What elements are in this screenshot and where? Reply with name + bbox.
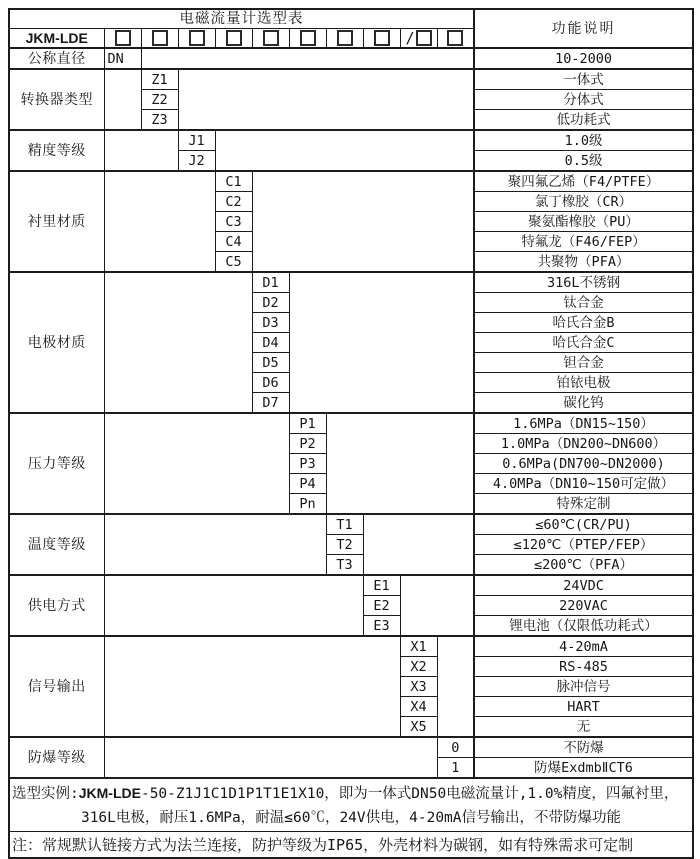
desc-cell: 碳化钨 (474, 393, 693, 414)
code-cell: E2 (363, 596, 400, 616)
desc-cell: 特氟龙（F46/FEP） (474, 232, 693, 252)
code-cell: P3 (289, 454, 326, 474)
checkbox-icon (447, 30, 463, 46)
code-cell: X3 (400, 677, 437, 697)
checkbox-cell-with-slash (400, 29, 437, 49)
desc-cell: 0.5级 (474, 151, 693, 172)
code-cell: C4 (215, 232, 252, 252)
code-cell: C2 (215, 192, 252, 212)
empty-cell (104, 514, 326, 575)
code-cell: D6 (252, 373, 289, 393)
code-cell: D3 (252, 313, 289, 333)
code-cell: C3 (215, 212, 252, 232)
example-code-text: -50-Z1J1C1D1P1T1E1X10，即为一体式DN50电磁流量计,1.0%精度，四氟衬里， (140, 785, 679, 802)
desc-cell: 1.0MPa（DN200~DN600） (474, 434, 693, 454)
checkbox-cell (104, 29, 141, 49)
empty-cell (363, 514, 474, 575)
example-line1 (10, 781, 692, 806)
section-label-liner: 衬里材质 (9, 171, 104, 272)
desc-cell: 特殊定制 (474, 494, 693, 515)
code-cell: D2 (252, 293, 289, 313)
example-model: JKM-LDE (78, 784, 141, 801)
empty-cell (104, 413, 289, 514)
code-cell: Z3 (141, 110, 178, 131)
selection-table (8, 8, 694, 859)
code-cell: P4 (289, 474, 326, 494)
code-cell: X5 (400, 717, 437, 738)
code-cell: X1 (400, 636, 437, 657)
empty-cell (289, 272, 474, 413)
code-cell: J1 (178, 130, 215, 151)
desc-cell: 无 (474, 717, 693, 738)
empty-cell (104, 272, 252, 413)
empty-cell (104, 636, 400, 737)
desc-cell: 防爆ExdmbⅡCT6 (474, 758, 693, 779)
code-cell: Z2 (141, 90, 178, 110)
code-cell: 0 (437, 737, 474, 758)
right-column-header: 功能说明 (474, 9, 693, 48)
code-cell: C1 (215, 171, 252, 192)
code-cell: X4 (400, 697, 437, 717)
desc-cell: 共聚物（PFA） (474, 252, 693, 273)
checkbox-cell (326, 29, 363, 49)
desc-cell: 4-20mA (474, 636, 693, 657)
desc-cell: 钽合金 (474, 353, 693, 373)
code-cell: E1 (363, 575, 400, 596)
empty-cell (104, 130, 178, 171)
checkbox-cell (141, 29, 178, 49)
empty-cell (215, 130, 474, 171)
desc-cell: 聚四氟乙烯（F4/PTFE） (474, 171, 693, 192)
slash-separator: / (405, 29, 415, 47)
desc-cell: 一体式 (474, 69, 693, 90)
desc-cell: 1.0级 (474, 130, 693, 151)
code-cell: T2 (326, 535, 363, 555)
desc-cell: HART (474, 697, 693, 717)
code-cell: Pn (289, 494, 326, 515)
desc-cell: ≤60℃(CR/PU) (474, 514, 693, 535)
empty-cell (252, 171, 474, 272)
note-row: 注：常规默认链接方式为法兰连接，防护等级为IP65，外壳材料为碳钢，如有特殊需求可定制 (9, 832, 693, 859)
empty-cell (437, 636, 474, 737)
code-cell: T3 (326, 555, 363, 576)
code-cell: T1 (326, 514, 363, 535)
desc-cell: ≤200℃（PFA） (474, 555, 693, 576)
desc-cell: RS-485 (474, 657, 693, 677)
example-prefix: 选型实例: (12, 785, 79, 802)
empty-cell (326, 413, 474, 514)
empty-cell (104, 737, 437, 778)
empty-cell (104, 171, 215, 272)
desc-cell: 脉冲信号 (474, 677, 693, 697)
code-cell: D7 (252, 393, 289, 414)
code-cell: D4 (252, 333, 289, 353)
desc-cell: 聚氨酯橡胶（PU） (474, 212, 693, 232)
section-label-power: 供电方式 (9, 575, 104, 636)
desc-cell: 316L不锈钢 (474, 272, 693, 293)
desc-cell: 不防爆 (474, 737, 693, 758)
code-cell: D1 (252, 272, 289, 293)
empty-cell (400, 575, 474, 636)
section-label-electrode: 电极材质 (9, 272, 104, 413)
section-label-signal: 信号输出 (9, 636, 104, 737)
checkbox-icon (263, 30, 279, 46)
checkbox-cell (437, 29, 474, 49)
section-label-explosion: 防爆等级 (9, 737, 104, 778)
checkbox-icon (115, 30, 131, 46)
checkbox-cell (252, 29, 289, 49)
empty-cell (178, 69, 474, 130)
empty-cell (141, 48, 474, 69)
checkbox-icon (152, 30, 168, 46)
code-cell: D5 (252, 353, 289, 373)
checkbox-cell (178, 29, 215, 49)
checkbox-cell (215, 29, 252, 49)
code-cell: 1 (437, 758, 474, 779)
checkbox-icon (226, 30, 242, 46)
checkbox-cell (363, 29, 400, 49)
checkbox-icon (189, 30, 205, 46)
desc-cell: 4.0MPa（DN10~150可定做） (474, 474, 693, 494)
desc-cell: 哈氏合金B (474, 313, 693, 333)
desc-cell: 氯丁橡胶（CR） (474, 192, 693, 212)
section-label-temperature: 温度等级 (9, 514, 104, 575)
desc-cell: 哈氏合金C (474, 333, 693, 353)
code-cell: C5 (215, 252, 252, 273)
code-cell: X2 (400, 657, 437, 677)
code-cell: P1 (289, 413, 326, 434)
checkbox-cell (289, 29, 326, 49)
desc-cell: 分体式 (474, 90, 693, 110)
code-cell: E3 (363, 616, 400, 637)
section-label-pressure: 压力等级 (9, 413, 104, 514)
checkbox-icon (337, 30, 353, 46)
checkbox-icon (300, 30, 316, 46)
code-cell: DN (104, 48, 141, 69)
desc-cell: 铂铱电极 (474, 373, 693, 393)
section-label-converter: 转换器类型 (9, 69, 104, 130)
code-cell: J2 (178, 151, 215, 172)
desc-cell: 1.6MPa（DN15~150） (474, 413, 693, 434)
example-line2: 316L电极，耐压1.6MPa，耐温≤60℃，24V供电，4-20mA信号输出，不带防爆功能 (80, 809, 622, 826)
checkbox-icon (374, 30, 390, 46)
section-label-dn: 公称直径 (9, 48, 104, 69)
desc-cell: 锂电池（仅限低功耗式） (474, 616, 693, 637)
desc-cell: ≤120℃（PTEP/FEP） (474, 535, 693, 555)
desc-cell: 24VDC (474, 575, 693, 596)
desc-cell: 10-2000 (474, 48, 693, 69)
code-cell: Z1 (141, 69, 178, 90)
desc-cell: 低功耗式 (474, 110, 693, 131)
desc-cell: 0.6MPa(DN700~DN2000) (474, 454, 693, 474)
desc-cell: 220VAC (474, 596, 693, 616)
table-title: 电磁流量计选型表 (9, 9, 474, 29)
section-label-accuracy: 精度等级 (9, 130, 104, 171)
empty-cell (104, 575, 363, 636)
example-row (9, 778, 693, 832)
empty-cell (104, 69, 141, 130)
desc-cell: 钛合金 (474, 293, 693, 313)
checkbox-icon (416, 30, 432, 46)
code-cell: P2 (289, 434, 326, 454)
model-prefix: JKM-LDE (9, 29, 104, 49)
